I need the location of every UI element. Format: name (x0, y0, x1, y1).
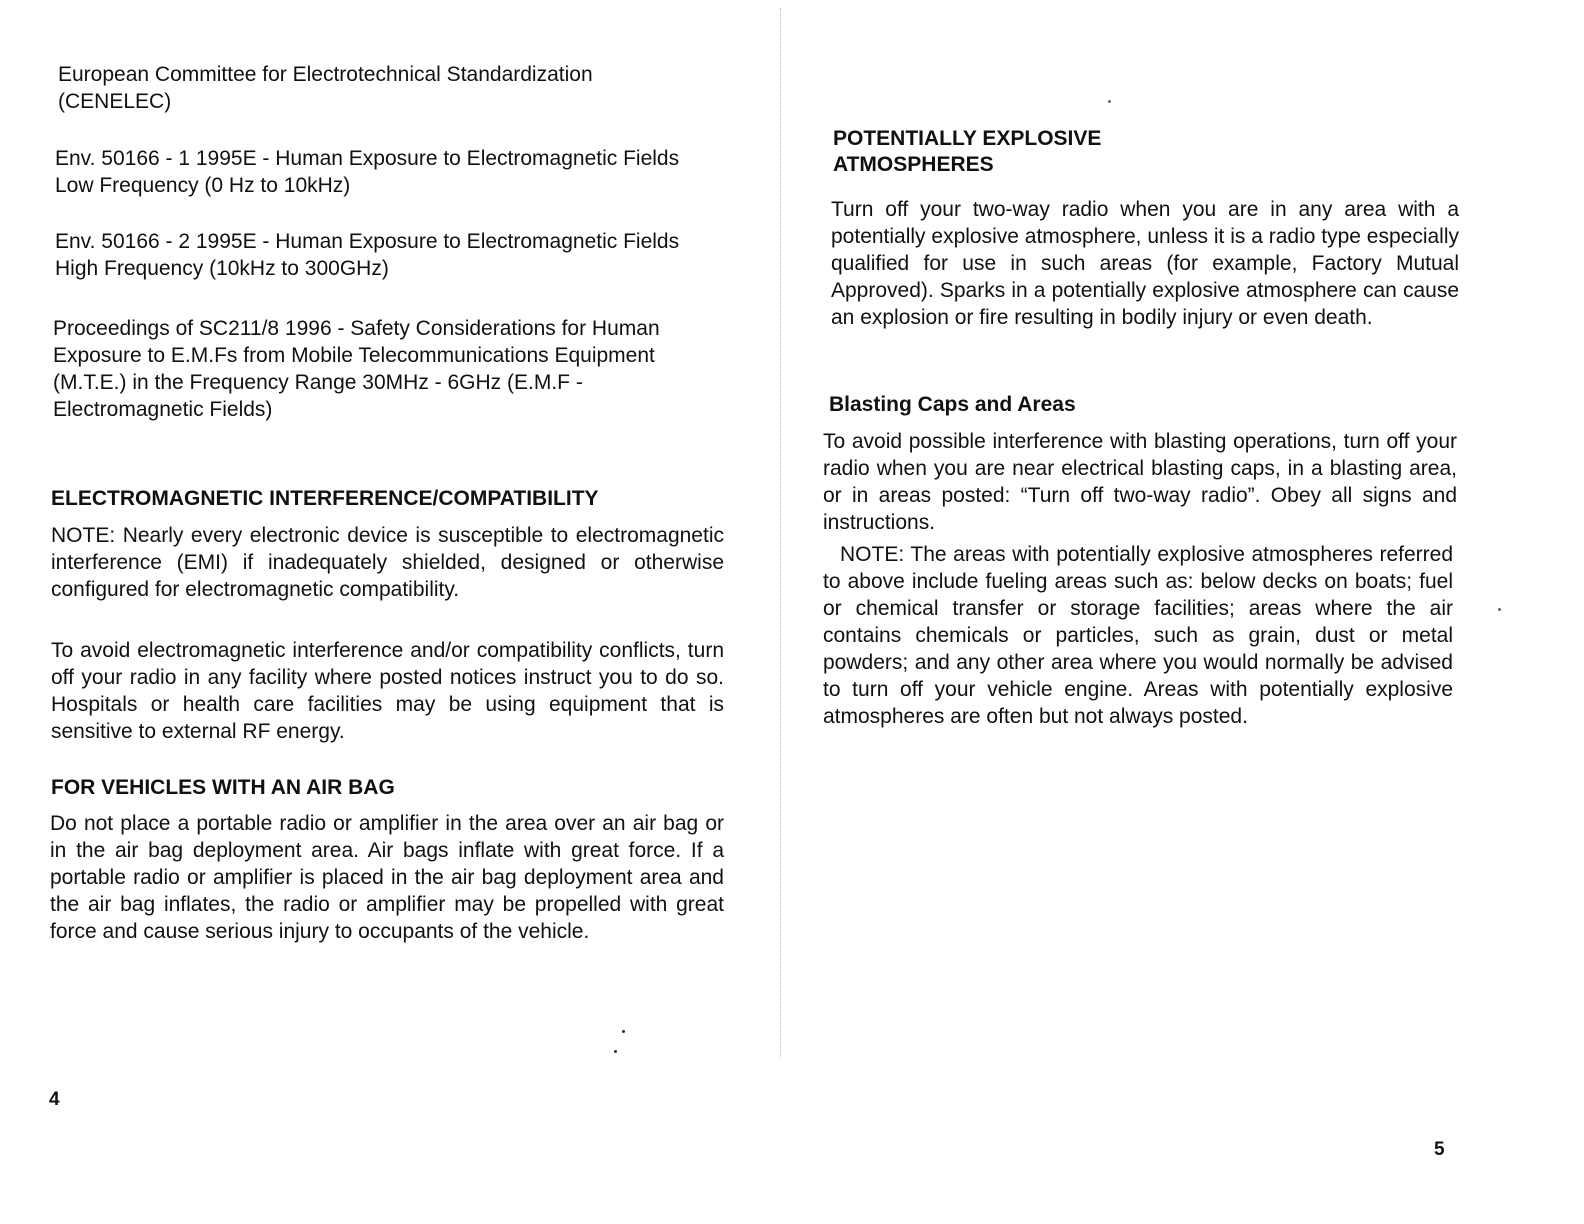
emi-body: To avoid electromagnetic interference and/or compatibility conflicts, turn off your radio in any facility where posted notices instruct you to do so. Hospitals or health care facilities may be using equipment that is sensitive to external RF energy. (51, 639, 724, 743)
reference-env-50166-1: Env. 50166 - 1 1995E - Human Exposure to Electromagnetic Fields Low Frequency (0 Hz to 10kHz) (55, 147, 680, 197)
scan-speck (1108, 100, 1111, 103)
page-number-left: 4 (49, 1089, 60, 1110)
airbag-body: Do not place a portable radio or amplifier in the area over an air bag or in the air bag deployment area. Air bags inflate with great force. If a portable radio or amplifier is placed in the air bag deployment area and the air bag inflates, the radio or amplifier may be propelled with great force and cause serious injury to occupants of the vehicle. (50, 812, 724, 943)
airbag-heading: FOR VEHICLES WITH AN AIR BAG (51, 776, 395, 799)
scan-speck (1498, 608, 1501, 611)
reference-sc211-proceedings: Proceedings of SC211/8 1996 - Safety Considerations for Human Exposure to E.M.Fs from Mobile Telecommunications Equipment (M.T.E.) in the Frequency Range 30MHz - 6GHz (E.M.F - Electromagnetic Fields) (53, 317, 660, 421)
blasting-body: To avoid possible interference with blasting operations, turn off your radio when you are near electrical blasting caps, in a blasting area, or in areas posted: “Turn off two-way radio”. Obey all signs and instructions. (823, 430, 1457, 534)
emi-note: NOTE: Nearly every electronic device is susceptible to electromagnetic interference (EMI) if inadequately shielded, designed or otherwise configured for electromagnetic compatibility. (51, 524, 724, 601)
reference-cenelec: European Committee for Electrotechnical Standardization (CENELEC) (58, 63, 593, 113)
explosive-heading-line2: ATMOSPHERES (833, 153, 994, 176)
reference-env-50166-2: Env. 50166 - 2 1995E - Human Exposure to Electromagnetic Fields High Frequency (10kHz to 300GHz) (55, 230, 680, 280)
explosive-body: Turn off your two-way radio when you are in any area with a potentially explosive atmosphere, unless it is a radio type especially qualified for use in such areas (for example, Factory Mutual Approved). Sparks in a potentially explosive atmosphere can cause an explosion or fire resulting in bodily injury or even death. (831, 198, 1460, 329)
right-page (780, 0, 1584, 1224)
blasting-heading: Blasting Caps and Areas (829, 393, 1076, 416)
blasting-note: NOTE: The areas with potentially explosive atmospheres referred to above include fueling areas such as: below decks on boats; fuel or chemical transfer or storage facilities; areas where the air contains chemicals or particles, such as grain, dust or metal powders; and any other area where you would normally be advised to turn off your vehicle engine. Areas with potentially explosive atmospheres are often but not always posted. (823, 543, 1453, 728)
explosive-heading-line1: POTENTIALLY EXPLOSIVE (833, 127, 1102, 150)
page-number-right: 5 (1434, 1139, 1445, 1160)
left-page (0, 0, 780, 1224)
scan-speck (622, 1030, 625, 1033)
scan-speck (614, 1050, 617, 1053)
emi-heading: ELECTROMAGNETIC INTERFERENCE/COMPATIBILITY (51, 487, 599, 510)
